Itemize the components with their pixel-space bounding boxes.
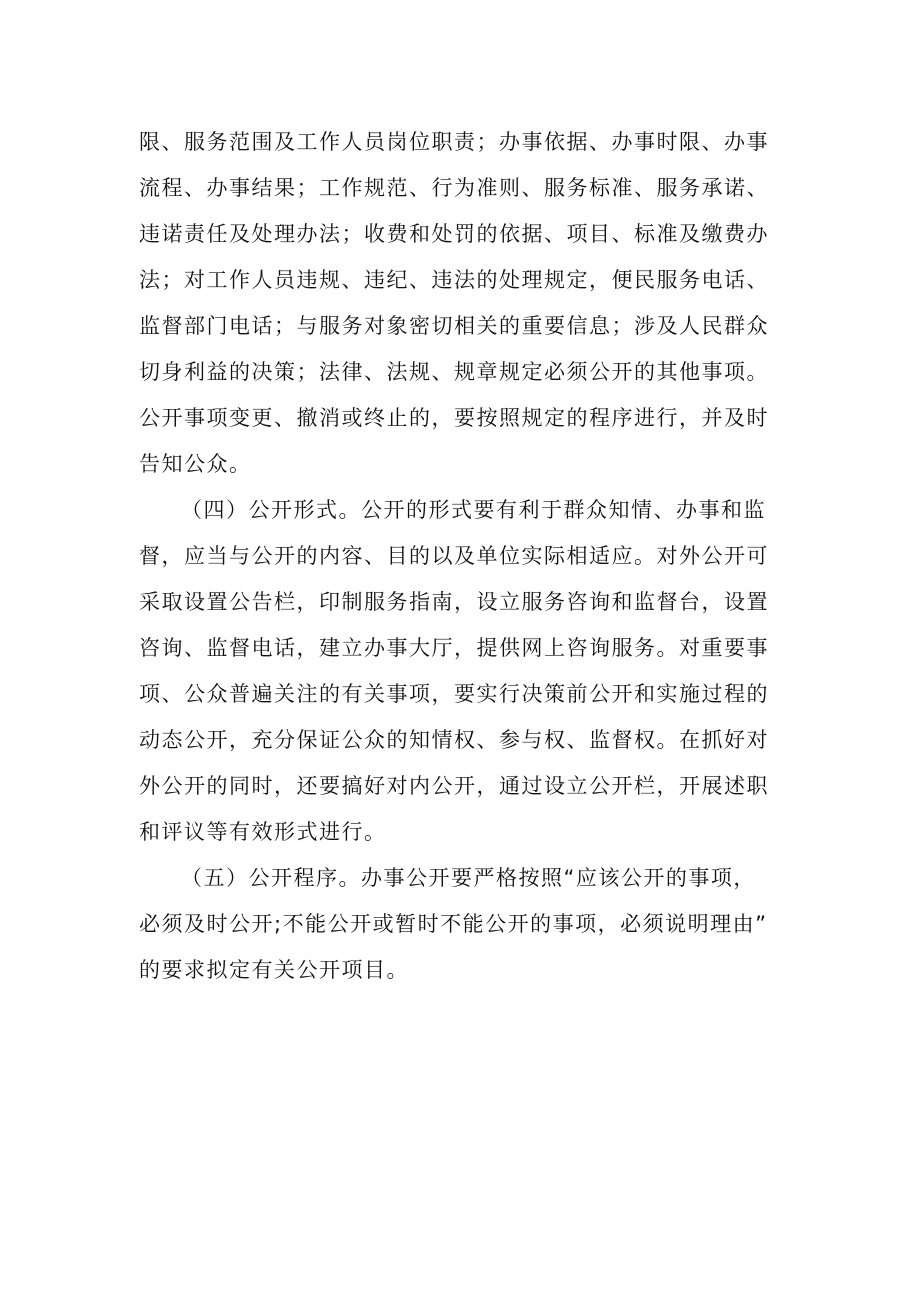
text-line: 流程、办事结果；工作规范、行为准则、服务标准、服务承诺、 [139, 176, 769, 200]
text-line: 限、服务范围及工作人员岗位职责；办事依据、办事时限、办事 [139, 130, 769, 154]
text-line: 法；对工作人员违规、违纪、违法的处理规定，便民服务电话、 [139, 268, 769, 292]
paragraph-section-four [139, 487, 794, 855]
text-line: 违诺责任及处理办法；收费和处罚的依据、项目、标准及缴费办 [139, 222, 769, 246]
text-line: 的要求拟定有关公开项目。 [139, 958, 409, 982]
text-line: 咨询、监督电话，建立办事大厅，提供网上咨询服务。对重要事 [139, 636, 769, 660]
text-line: 告知公众。 [139, 452, 252, 476]
paragraph-continued-content [139, 119, 794, 487]
text-line: 切身利益的决策；法律、法规、规章规定必须公开的其他事项。 [139, 360, 769, 384]
text-line: （五）公开程序。办事公开要严格按照“应该公开的事项， [181, 866, 756, 890]
text-line: 动态公开，充分保证公众的知情权、参与权、监督权。在抓好对 [139, 728, 769, 752]
text-line: 项、公众普遍关注的有关事项，要实行决策前公开和实施过程的 [139, 682, 769, 706]
text-line: （四）公开形式。公开的形式要有利于群众知情、办事和监 [181, 498, 766, 522]
text-line: 督，应当与公开的内容、目的以及单位实际相适应。对外公开可 [139, 544, 769, 568]
text-line: 外公开的同时，还要搞好对内公开，通过设立公开栏，开展述职 [139, 774, 769, 798]
document-body [139, 119, 794, 993]
text-line: 和评议等有效形式进行。 [139, 820, 387, 844]
text-line: 公开事项变更、撤消或终止的，要按照规定的程序进行，并及时 [139, 406, 769, 430]
text-line: 采取设置公告栏，印制服务指南，设立服务咨询和监督台，设置 [139, 590, 769, 614]
paragraph-section-five [139, 855, 794, 993]
text-line: 监督部门电话；与服务对象密切相关的重要信息；涉及人民群众 [139, 314, 769, 338]
text-line: 必须及时公开;不能公开或暂时不能公开的事项，必须说明理由” [139, 912, 768, 936]
